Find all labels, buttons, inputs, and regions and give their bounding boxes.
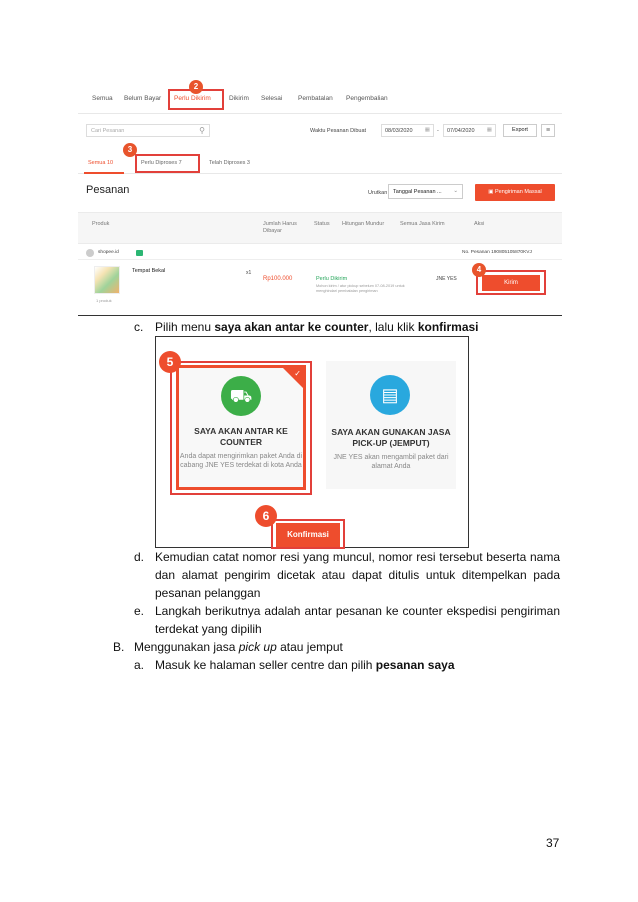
- col-aksi: Aksi: [474, 221, 485, 227]
- section-b-italic: pick up: [238, 640, 277, 654]
- tab-pengembalian[interactable]: Pengembalian: [346, 95, 388, 102]
- date-filter-label: Waktu Pesanan Dibuat: [310, 128, 367, 134]
- step-e-line-1: Langkah berikutnya adalah antar pesanan ke counter ekspedisi pengiriman: [155, 604, 560, 618]
- tab-belum-bayar[interactable]: Belum Bayar: [124, 95, 162, 102]
- step-d-line-3: pesanan pelanggan: [155, 586, 261, 600]
- step-c-bold-confirm: konfirmasi: [417, 320, 479, 334]
- cart-icon: ⛟: [221, 376, 261, 416]
- col-dibayar: Dibayar: [263, 228, 282, 234]
- col-jumlah: Jumlah Harus: [263, 221, 297, 227]
- box-icon: ▤: [370, 375, 410, 415]
- confirm-button[interactable]: Konfirmasi: [276, 523, 340, 547]
- list-marker-a: a.: [134, 658, 145, 672]
- sort-value: Tanggal Pesanan ...: [393, 189, 442, 195]
- option-counter-desc: Anda dapat mengirimkan paket Anda di cabang JNE YES terdekat di kota Anda: [179, 453, 303, 469]
- search-icon[interactable]: ⚲: [199, 126, 205, 135]
- calendar-icon: ▦: [486, 127, 492, 133]
- list-marker-d: d.: [134, 550, 145, 564]
- tab-perlu-dikirim[interactable]: Perlu Dikirim: [174, 95, 211, 102]
- order-number: No. Pesanan 190805105870KVJ: [462, 250, 532, 255]
- step-d-line-1: Kemudian catat nomor resi yang muncul, nomor resi tersebut beserta nama: [155, 550, 560, 564]
- col-produk: Produk: [92, 221, 110, 227]
- page-number: 37: [546, 836, 560, 850]
- shop-name[interactable]: shopee.id: [98, 250, 119, 255]
- avatar: [86, 249, 94, 257]
- step-a-text: [155, 656, 455, 674]
- subtab-telah-diproses[interactable]: Telah Diproses 3: [209, 160, 250, 166]
- courier-name: JNE YES: [436, 276, 457, 282]
- check-icon: ✓: [294, 369, 301, 378]
- step-a-pre: Masuk ke halaman seller centre dan pilih: [155, 658, 376, 672]
- option-pickup-title: SAYA AKAN GUNAKAN JASA PICK-UP (JEMPUT): [331, 427, 451, 448]
- calendar-icon: ▦: [424, 127, 430, 133]
- date-from-value: 08/03/2020: [385, 128, 413, 134]
- truck-icon: ▣: [488, 189, 495, 195]
- list-marker-e: e.: [134, 604, 145, 618]
- date-to-field[interactable]: [443, 124, 496, 137]
- highlight-perlu-diproses: [135, 154, 200, 173]
- tab-dikirim[interactable]: Dikirim: [229, 95, 249, 102]
- option-pickup-desc: JNE YES akan mengambil paket dari alamat Anda: [333, 454, 449, 470]
- date-from-field[interactable]: [381, 124, 434, 137]
- subtab-perlu-diproses[interactable]: Perlu Diproses 7: [141, 160, 182, 166]
- product-name: Tempat Bekal: [132, 268, 166, 274]
- step-badge-6: 6: [255, 505, 277, 527]
- search-input[interactable]: [86, 124, 210, 137]
- order-status: Perlu Dikirim: [316, 276, 348, 282]
- menu-icon[interactable]: ≡: [541, 124, 555, 137]
- table-header: [78, 212, 562, 244]
- mass-shipping-label: Pengiriman Massal: [494, 189, 542, 195]
- step-c-bold-menu: saya akan antar ke counter: [214, 320, 369, 334]
- search-placeholder: Cari Pesanan: [91, 128, 125, 134]
- step-c-text: [155, 318, 479, 336]
- step-d-line-2: dan alamat pengirim dicetak atau dapat ditulis untuk ditempelkan pada: [155, 568, 560, 582]
- step-badge-3: 3: [123, 143, 137, 157]
- export-button[interactable]: Export: [503, 124, 537, 137]
- tab-selesai[interactable]: Selesai: [261, 95, 283, 102]
- step-badge-4: 4: [472, 263, 486, 277]
- product-qty: x1: [246, 270, 252, 276]
- subtab-semua[interactable]: Semua 10: [88, 160, 114, 166]
- kirim-button[interactable]: Kirim: [482, 275, 540, 291]
- product-count: 1 produk: [96, 298, 112, 303]
- filter-bar: [78, 120, 562, 140]
- date-to-value: 07/04/2020: [447, 128, 475, 134]
- step-a-bold: pesanan saya: [375, 658, 455, 672]
- order-price: Rp100.000: [263, 276, 293, 282]
- tab-pembatalan[interactable]: Pembatalan: [298, 95, 333, 102]
- page-title: Pesanan: [86, 184, 130, 196]
- col-countdown: Hitungan Mundur: [342, 221, 385, 227]
- list-marker-B: B.: [113, 640, 125, 654]
- step-badge-5: 5: [159, 351, 181, 373]
- section-b-post: atau jemput: [276, 640, 343, 654]
- col-status: Status: [314, 221, 330, 227]
- option-counter-title: SAYA AKAN ANTAR KE COUNTER: [194, 426, 288, 447]
- seller-centre-screenshot: [78, 80, 562, 316]
- step-e-line-2: terdekat yang dipilih: [155, 622, 262, 636]
- list-marker-c: c.: [134, 320, 144, 334]
- order-status-tabs: [78, 80, 562, 114]
- step-c-mid: , lalu klik: [368, 320, 418, 334]
- chat-icon[interactable]: [136, 250, 143, 256]
- section-b-heading: [134, 638, 343, 656]
- mass-shipping-button[interactable]: [475, 184, 555, 201]
- shop-row: [78, 246, 562, 260]
- active-subtab-indicator: [84, 172, 124, 174]
- option-pickup[interactable]: [326, 361, 456, 489]
- step-c-pre: Pilih menu: [155, 320, 215, 334]
- option-drop-at-counter[interactable]: [176, 365, 306, 490]
- sort-select[interactable]: [388, 184, 463, 199]
- sort-label: Urutkan: [368, 190, 388, 196]
- chevron-down-icon: ⌄: [453, 188, 458, 194]
- date-separator: -: [437, 128, 439, 134]
- status-note: Mohon kirim / atur pickup sebelum 07-08-2019 untuk menghindari pembatalan pengiriman: [316, 284, 405, 293]
- product-image: [94, 266, 120, 294]
- delivery-option-screenshot: [155, 336, 469, 548]
- col-courier-filter[interactable]: Semua Jasa Kirim: [400, 221, 445, 227]
- section-b-pre: Menggunakan jasa: [134, 640, 239, 654]
- step-badge-2: 2: [189, 80, 203, 94]
- tab-semua[interactable]: Semua: [92, 95, 113, 102]
